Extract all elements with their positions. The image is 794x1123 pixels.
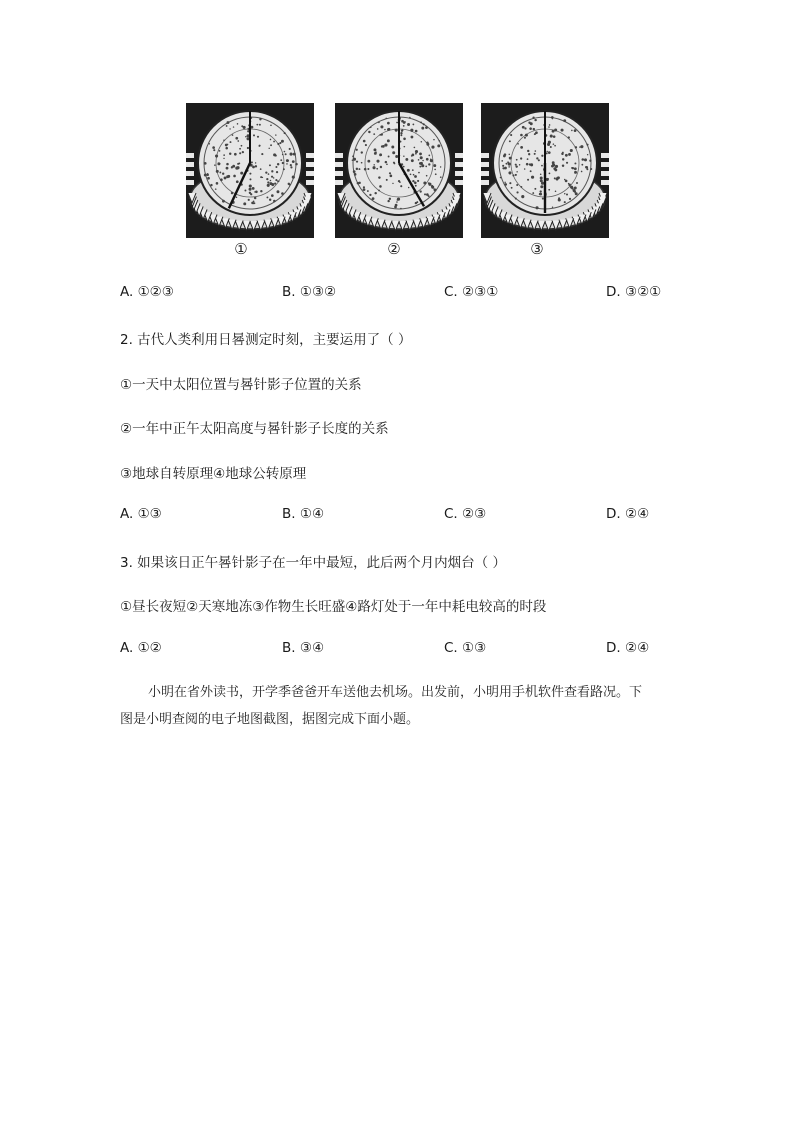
- figure-label-1: ①: [234, 240, 248, 258]
- q2-option-b[interactable]: B. ①④: [282, 506, 325, 522]
- q3-option-c[interactable]: C. ①③: [444, 640, 487, 656]
- passage-line-1: 小明在省外读书，开学季爸爸开车送他去机场。出发前，小明用手机软件查看路况。下: [148, 685, 643, 700]
- sundial-figure-2: [335, 103, 463, 238]
- q2-option-d[interactable]: D. ②④: [606, 506, 650, 522]
- q2-stem: 2. 古代人类利用日晷测定时刻，主要运用了（ ）: [120, 332, 412, 348]
- figure-label-2: ②: [387, 240, 401, 258]
- q3-option-d[interactable]: D. ②④: [606, 640, 650, 656]
- figure-label-3: ③: [530, 240, 544, 258]
- q1-option-c[interactable]: C. ②③①: [444, 284, 499, 300]
- sundial-figure-3: [481, 103, 609, 238]
- q3-option-b[interactable]: B. ③④: [282, 640, 325, 656]
- q2-options: [120, 506, 680, 526]
- q3-item-1: ①昼长夜短②天寒地冻③作物生长旺盛④路灯处于一年中耗电较高的时段: [120, 599, 547, 615]
- q2-option-c[interactable]: C. ②③: [444, 506, 487, 522]
- passage-line-2: 图是小明查阅的电子地图截图，据图完成下面小题。: [120, 712, 420, 727]
- q2-item-3: ③地球自转原理④地球公转原理: [120, 466, 307, 482]
- q3-options: [120, 640, 680, 660]
- q2-item-1: ①一天中太阳位置与晷针影子位置的关系: [120, 377, 362, 393]
- q1-option-a[interactable]: A. ①②③: [120, 284, 174, 300]
- q1-option-d[interactable]: D. ③②①: [606, 284, 662, 300]
- q3-option-a[interactable]: A. ①②: [120, 640, 162, 656]
- q3-stem: 3. 如果该日正午晷针影子在一年中最短，此后两个月内烟台（ ）: [120, 555, 506, 571]
- sundial-figure-1: [186, 103, 314, 238]
- q1-option-b[interactable]: B. ①③②: [282, 284, 337, 300]
- q1-options: [120, 284, 680, 304]
- q2-item-2: ②一年中正午太阳高度与晷针影子长度的关系: [120, 421, 389, 437]
- q2-option-a[interactable]: A. ①③: [120, 506, 162, 522]
- passage: [120, 679, 676, 733]
